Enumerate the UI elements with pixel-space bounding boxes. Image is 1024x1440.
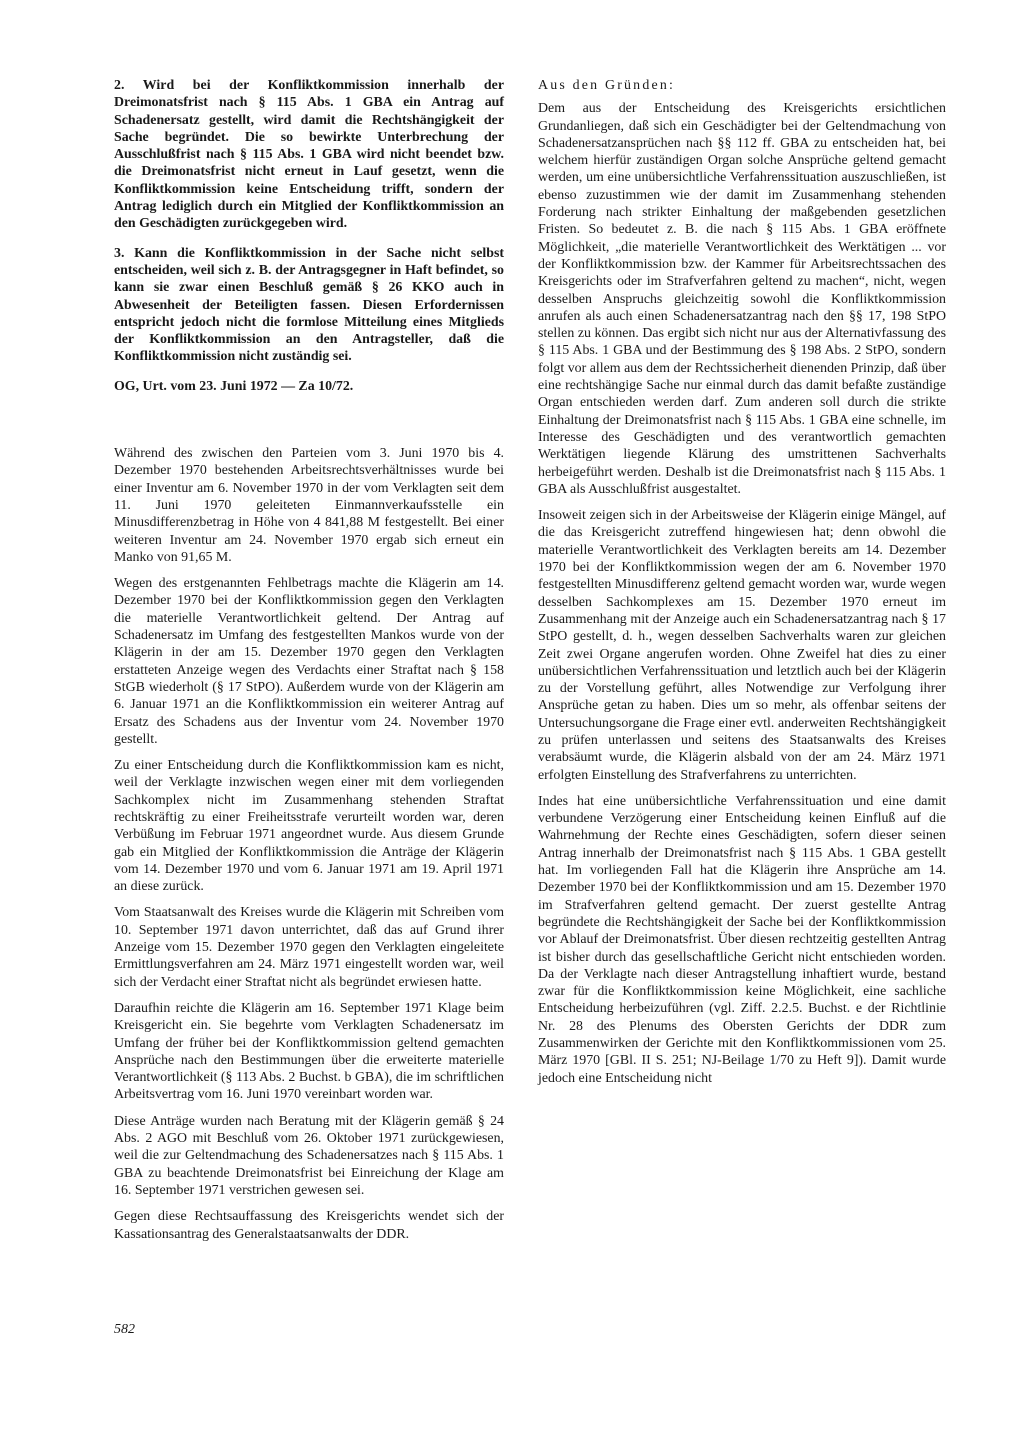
left-column <box>114 77 504 1252</box>
facts-paragraph-5: Daraufhin reichte die Klägerin am 16. September 1971 Klage beim Kreisgericht ein. Sie begehrte vom Verklagten Schadenersatz im Umfang der früher bei der Konfliktkommission geltend gemachten Ansprüche nach den Bestimmungen über die erweiterte materielle Verantwortlichkeit (§ 113 Abs. 2 Buchst. b GBA), die im schriftlichen Arbeitsvertrag vom 16. Juni 1970 vereinbart worden war. <box>114 1000 504 1103</box>
right-column <box>538 77 946 1096</box>
facts-paragraph-6: Diese Anträge wurden nach Beratung mit der Klägerin gemäß § 24 Abs. 2 AGO mit Beschluß vom 26. Oktober 1971 zurückgewiesen, weil die zur Geltendmachung des Schadenersatzes nach § 115 Abs. 1 GBA zu beachtende Dreimonatsfrist bei Einreichung der Klage am 16. September 1971 verstrichen gewesen sei. <box>114 1113 504 1198</box>
reasons-paragraph-3: Indes hat eine unübersichtliche Verfahrenssituation und eine damit verbundene Verzögerung einer Entscheidung keinen Einfluß auf die Wahrnehmung der Rechte eines Geschädigten, sofern dieser seinen Antrag innerhalb der Dreimonatsfrist nach § 115 Abs. 1 GBA gestellt hat. Im vorliegenden Fall hat die Klägerin ihre Ansprüche am 14. Dezember 1970 bei der Konfliktkommission und am 15. Dezember 1970 im Strafverfahren geltend gemacht. Der zuerst gestellte Antrag begründete die Rechtshängigkeit der Sache bei der Konfliktkommission vor Ablauf der Dreimonatsfrist. Über diesen rechtzeitig gestellten Antrag ist bisher durch das gesellschaftliche Gericht nicht entschieden worden. Da der Verklagte nach dieser Antragstellung inhaftiert wurde, bestand zwar für die Konfliktkommission keine Möglichkeit, eine sachliche Entscheidung herbeizuführen (vgl. Ziff. 2.2.5. Buchst. e der Richtlinie Nr. 28 des Plenums des Obersten Gerichts der DDR zum Zusammenwirken der Gerichte mit den Konfliktkommissionen vom 25. März 1970 [GBl. II S. 251; NJ-Beilage 1/70 zu Heft 9]). Damit wurde jedoch eine Entscheidung nicht <box>538 793 946 1086</box>
section-gap <box>114 395 504 445</box>
leitsatz-3: 3. Kann die Konfliktkommission in der Sache nicht selbst entscheiden, weil sich z. B. der Antragsgegner in Haft befindet, so kann sie zwar einen Beschluß gemäß § 26 KKO auch in Abwesenheit der Beteiligten fassen. Diesen Erfordernissen entspricht jedoch nicht die formlose Mitteilung eines Mitglieds der Konfliktkommission an den Antragsteller, daß die Konfliktkommission nicht zuständig sei. <box>114 245 504 365</box>
page-number: 582 <box>114 1322 135 1337</box>
reasons-heading: Aus den Gründen: <box>538 78 676 93</box>
reasons-paragraph-1: Dem aus der Entscheidung des Kreisgerichts ersichtlichen Grundanliegen, daß sich ein Geschädigter bei der Geltendmachung von Schadenersatzansprüchen nach §§ 112 ff. GBA zu entscheiden hat, bei welchem hierfür zuständigen Organ solche Ansprüche geltend gemacht werden, um eine unübersichtliche Verfahrenssituation auszuschließen, ist ebenso zuzustimmen wie der damit im Zusammenhang stehenden Forderung nach strikter Einhaltung der maßgebenden gesetzlichen Fristen. So bedeutet z. B. die nach § 115 Abs. 1 GBA eröffnete Möglichkeit, „die materielle Verantwortlichkeit des Werktätigen ... vor der Konfliktkommission bzw. der Kammer für Arbeitsrechtssachen des Kreisgerichts oder im Strafverfahren geltend zu machen“, nicht, wegen desselben Anspruchs gleichzeitig sowohl die Konfliktkommission anrufen als auch einen Schadenersatzantrag nach den §§ 17, 198 StPO stellen zu können. Das ergibt sich nicht nur aus der Alternativfassung des § 115 Abs. 1 GBA und der Bestimmung des § 198 Abs. 2 StPO, sondern folgt vor allem aus dem der Rechtssicherheit dienenden Prinzip, daß über eine rechtshängige Sache nur einmal durch das damit befaßte zuständige Organ entschieden werden darf. Zum anderen soll durch die strikte Einhaltung der Dreimonatsfrist nach § 115 Abs. 1 GBA eine schnelle, im Interesse des Geschädigten und des verantwortlich gemachten Werktätigen liegende Klärung des umstrittenen Sachverhalts herbeigeführt werden. Deshalb ist die Dreimonatsfrist nach § 115 Abs. 1 GBA als Ausschlußfrist ausgestaltet. <box>538 101 946 497</box>
leitsatz-2: 2. Wird bei der Konfliktkommission innerhalb der Dreimonatsfrist nach § 115 Abs. 1 GBA ein Antrag auf Schadenersatz gestellt, wird damit die Rechtshängigkeit der Sache begründet. Die so bewirkte Unterbrechung der Ausschlußfrist nach § 115 Abs. 1 GBA wird nicht beendet bzw. die Dreimonatsfrist nicht erneut in Lauf gesetzt, wenn die Konfliktkommission keine Entscheidung trifft, sondern der Antrag lediglich durch ein Mitglied der Konfliktkommission an den Geschädigten zurückgegeben wird. <box>114 78 504 232</box>
facts-paragraph-4: Vom Staatsanwalt des Kreises wurde die Klägerin mit Schreiben vom 10. September 1971 davon unterrichtet, daß das auf Grund ihrer Anzeige vom 15. Dezember 1970 gegen den Verklagten eingeleitete Ermittlungsverfahren am 24. März 1971 eingestellt worden war, weil sich der Verdacht einer Straftat nicht als begründet erwiesen hatte. <box>114 905 504 990</box>
reasons-paragraph-2: Insoweit zeigen sich in der Arbeitsweise der Klägerin einige Mängel, auf die das Kreisgericht zutreffend hingewiesen hat; denn obwohl die materielle Verantwortlichkeit des Verklagten bereits am 14. Dezember 1970 bei der Konfliktkommission wegen der am 6. November 1970 festgestellten Minusdifferenz geltend gemacht worden war, wurde wegen desselben Sachkomplexes am 15. Dezember 1970 erneut im Zusammenhang mit der Anzeige auch ein Schadenersatzantrag nach § 17 StPO gestellt, d. h., wegen desselben Sachverhalts waren zur gleichen Zeit zwei Organe angerufen worden. Ohne Zweifel hat dies zu einer unübersichtlichen Verfahrenssituation und letztlich auch bei der Klägerin zu der Vorstellung geführt, alles Notwendige zur Verfolgung ihrer Ansprüche getan zu haben. Dies um so mehr, als offenbar seitens der Untersuchungsorgane die Frage einer evtl. anderweiten Rechtshängigkeit zu prüfen unterlassen und seitens des Staatsanwalts des Kreises verabsäumt wurde, die Klägerin alsbald von der am 24. März 1971 erfolgten Einstellung des Strafverfahrens zu unterrichten. <box>538 508 946 783</box>
facts-paragraph-7: Gegen diese Rechtsauffassung des Kreisgerichts wendet sich der Kassationsantrag des Generalstaatsanwalts der DDR. <box>114 1209 504 1242</box>
facts-paragraph-3: Zu einer Entscheidung durch die Konfliktkommission kam es nicht, weil der Verklagte inzwischen wegen einer mit dem vorliegenden Sachkomplex nicht im Zusammenhang stehenden Straftat rechtskräftig zu einer Freiheitsstrafe verurteilt worden war, deren Verbüßung im Februar 1971 angeordnet wurde. Aus diesem Grunde gab ein Mitglied der Konfliktkommission die Anträge der Klägerin vom 14. Dezember 1970 und vom 6. Januar 1971 am 19. April 1971 an diese zurück. <box>114 758 504 895</box>
court-citation: OG, Urt. vom 23. Juni 1972 — Za 10/72. <box>114 378 354 394</box>
facts-paragraph-2: Wegen des erstgenannten Fehlbetrags machte die Klägerin am 14. Dezember 1970 bei der Konfliktkommission gegen den Verklagten die materielle Verantwortlichkeit geltend. Der Antrag auf Schadenersatz im Umfang des festgestellten Mankos wurde von der Klägerin in der am 15. Dezember 1970 gegen den Verklagten erstatteten Anzeige wegen des Verdachts einer Straftat nach § 158 StGB wiederholt (§ 17 StPO). Außerdem wurde von der Klägerin am 6. Januar 1971 an die Konfliktkommission ein weiterer Antrag auf Ersatz des Schadens aus der Inventur vom 24. November 1970 gestellt. <box>114 576 504 747</box>
facts-paragraph-1: Während des zwischen den Parteien vom 3. Juni 1970 bis 4. Dezember 1970 bestehenden Arbeitsrechtsverhältnisses wurde bei einer Inventur am 6. November 1970 in der vom Verklagten seit dem 11. Juni 1970 geleiteten Einmannverkaufsstelle ein Minusdifferenzbetrag in Höhe von 4 841,88 M festgestellt. Bei einer weiteren Inventur am 24. November 1970 ergab sich erneut ein Manko von 91,65 M. <box>114 446 504 565</box>
